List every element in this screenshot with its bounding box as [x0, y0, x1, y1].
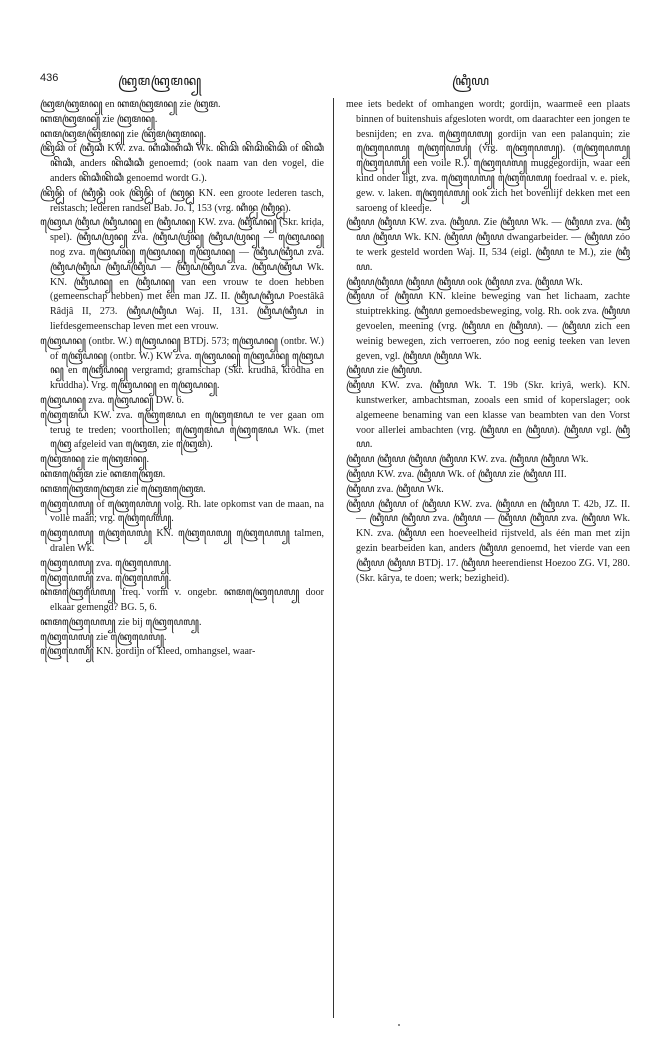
- dictionary-entry: ꦏꦩꦏꦿꦺꦥꦺꦭ꧀ freq. vorm v. ongebr. ꦏꦩꦏꦿꦺꦥꦺꦭ꧀ door elkaar gemengd? BG. 5, 6.: [40, 587, 324, 614]
- dictionary-entry: ꦏꦿꦶꦪ ꦏꦿꦶꦪ KW. zva. ꦏꦿꦶꦪ. Zie ꦏꦿꦶꦪ Wk. — ꦏꦿꦶꦪ zva. ꦏꦿꦶꦪ ꦏꦿꦶꦪ Wk. KN. ꦏꦿꦶꦪ ꦏꦿꦶꦪ dwangarbeider. — ꦏꦿꦶꦪ zóo te werk gesteld worden Waj. II, 534 (eigl. ꦏꦿꦶꦪ te M.), zie ꦏꦿꦶꦪ.: [346, 217, 630, 273]
- dictionary-entry: ꦏꦿꦶꦪ of ꦏꦿꦶꦪ KN. kleine beweging van het lichaam, zachte stuiptrekking. ꦏꦿꦶꦪ gemoedsbeweging, volg. Rh. ook zva. ꦏꦿꦶꦪ gevoelen, meening (vrg. ꦏꦿꦶꦪ en ꦏꦿꦶꦪ). — ꦏꦿꦶꦪ zich een weinig bewegen, zich verroeren, zóo nog eenig teeken van leven geven, vgl. ꦏꦿꦶꦪ ꦏꦿꦶꦪ Wk.: [346, 291, 630, 362]
- dictionary-entry: ꦏꦿꦩꦏꦿꦩꦤ꧀ en ꦏꦩꦏꦿꦩꦤ꧀ zie ꦏꦿꦩ.: [40, 99, 221, 110]
- dictionary-entry: ꦏꦿꦶꦪ zie ꦏꦿꦶꦪ.: [346, 365, 423, 377]
- dictionary-entry: ꦏꦿꦺꦩꦺꦝ KW. zva. ꦏꦿꦺꦩꦺꦝ en ꦏꦿꦺꦩꦺꦝ te ver gaan om terug te treden; voorthollen; ꦏꦿꦺꦩꦺꦝ ꦏꦿꦺꦩꦺꦝ Wk. (met ꦏꦿꦺ afgeleid van ꦏꦿꦺꦩ, zie ꦏꦿꦺꦩ).: [40, 409, 324, 451]
- dictionary-entry: mee iets bedekt of omhangen wordt; gordijn, waarmeê een plaats binnen of buitenshuis afgesloten wordt, om daarachter een jongen te besnijden; en zva. ꦏꦿꦺꦥꦺꦭ꧀ gordijn van een palanquin; zie ꦏꦿꦺꦥꦺꦭ꧀ ꦏꦿꦺꦥꦺꦭ꧀ (vrg. ꦏꦿꦺꦥꦺꦭ꧀). (ꦏꦿꦺꦥꦺꦭ꧀ ꦏꦿꦺꦥꦺꦭ꧀ een voile R.). ꦏꦿꦺꦥꦺꦭ꧀ muggegordijn, waar een kind onder ligt, zva. ꦏꦿꦺꦥꦺꦭ꧀ ꦏꦿꦺꦥꦺꦭ꧀ foedraal v. e. piek, gew. v. laken. ꦏꦿꦺꦥꦺꦭ꧀ ook zich het bovenlijf dekken met een saroeng of kleedje.: [346, 99, 630, 214]
- dictionary-entry: ꦏꦿꦼꦤ꧀ꦝꦼ of ꦏꦿꦶꦤ꧀ꦝꦶ ook ꦏꦿꦼꦤ꧀ꦝꦼ of ꦏꦿꦤ꧀ꦝ KN. een groote lederen tasch, reistasch; lederen randsel Bab. Jo. I, 153 (vrg. ꦏꦶꦤ꧀ꦝ ꦏꦿꦶꦤ꧀ꦝ).: [40, 187, 324, 214]
- dictionary-entry: ꦏꦿꦶꦪ ꦏꦿꦶꦪ of ꦏꦿꦶꦪ KW. zva. ꦏꦿꦶꦪ en ꦏꦿꦶꦪ T. 42b, JZ. II. — ꦏꦿꦶꦪ ꦏꦿꦶꦪ zva. ꦏꦿꦶꦪ — ꦏꦿꦶꦪ ꦏꦿꦶꦪ zva. ꦏꦿꦶꦪ Wk. KN. zva. ꦏꦿꦶꦪ een hoeveelheid rijstveld, als één man met zijn gezin bearbeiden kan, anders ꦏꦿꦶꦪ genoemd, het vierde van een ꦏꦿꦶꦪ ꦏꦿꦶꦪ BTDj. 17. ꦏꦿꦶꦪ heerendienst Hoezoo ZG. VI, 280. (Skr. kârya, te doen; werk; bezigheid).: [346, 498, 630, 584]
- dictionary-entry: ꦏꦩꦏꦿꦺꦩ zie ꦏꦩꦏꦿꦺꦩ.: [40, 468, 166, 480]
- page-number: 436: [40, 72, 59, 84]
- dictionary-entry: ꦏꦿꦶꦪꦏꦿꦶꦪ ꦏꦿꦶꦪ ꦏꦿꦶꦪ ook ꦏꦿꦶꦪ zva. ꦏꦿꦶꦪ Wk.: [346, 276, 583, 288]
- dictionary-entry: ꦏꦿꦶꦪ ꦏꦿꦶꦪ ꦏꦿꦶꦪ ꦏꦿꦶꦪ KW. zva. ꦏꦿꦶꦪ ꦏꦿꦶꦪ Wk.: [346, 454, 589, 466]
- dictionary-entry: ꦏꦩꦏꦿꦺꦥꦺꦭ꧀ zie bij ꦏꦿꦺꦥꦺꦭ꧀.: [40, 616, 202, 628]
- dictionary-entry: ꦏꦿꦶꦪ zva. ꦏꦿꦶꦪ Wk.: [346, 483, 444, 495]
- running-key: ꦏꦿꦶꦪ: [452, 73, 490, 88]
- running-title: ꦏꦿꦩꦏꦿꦩꦤ꧀: [118, 73, 202, 88]
- dictionary-entry: ꦏꦿꦺꦥꦺꦭ꧀ zva. ꦏꦿꦺꦥꦺꦭ꧀.: [40, 572, 172, 584]
- dictionary-entry: ꦏꦿꦺꦥꦺꦭ꧀ ꦏꦿꦺꦥꦺꦭ꧀ KN. ꦏꦿꦺꦥꦺꦭ꧀ ꦏꦿꦺꦥꦺꦭ꧀ talmen, dralen Wk.: [40, 528, 324, 554]
- dictionary-entry: ꦏꦿꦺꦝꦤ꧀ zva. ꦏꦿꦺꦝꦤ꧀ DW. 6.: [40, 394, 184, 406]
- dictionary-entry: ꦏꦿꦺꦥꦺꦭ꧀ KN. gordijn of kleed, omhangsel, waar-: [40, 646, 256, 658]
- page-header: [32, 70, 618, 92]
- dictionary-entry: ꦏꦿꦺꦩꦤ꧀ zie ꦏꦿꦺꦩꦤ꧀.: [40, 454, 149, 466]
- dictionary-entry: ꦏꦿꦺꦥꦺꦭ꧀ zva. ꦏꦿꦺꦥꦺꦭ꧀.: [40, 557, 172, 569]
- dictionary-entry: ꦏꦩꦏꦿꦺꦩꦏꦿꦺꦩ zie ꦏꦿꦺꦩꦏꦿꦺꦩ.: [40, 483, 206, 495]
- dictionary-entry: ꦏꦿꦶꦪ KW. zva. ꦏꦿꦶꦪ Wk. of ꦏꦿꦶꦪ zie ꦏꦿꦶꦪ III.: [346, 468, 567, 480]
- dictionary-entry: ꦏꦿꦺꦥꦺꦭ꧀ zie ꦏꦿꦺꦥꦺꦭ꧀.: [40, 631, 167, 643]
- stray-mark: [398, 1024, 400, 1026]
- right-column: [346, 98, 630, 586]
- dictionary-entry: ꦏꦿꦼꦕꦼ of ꦏꦿꦶꦕꦶ KW. zva. ꦏꦶꦕꦶꦏꦶꦕꦶ Wk. ꦏꦼꦕꦼ ꦏꦼꦕꦼꦏꦼꦕꦼ of ꦏꦼꦕꦶꦏꦼꦕꦶ, anders ꦏꦼꦕꦶꦕꦶ genoemd; (ook naam van den vogel, die anders ꦏꦼꦕꦶꦏꦼꦕꦶ genoemd wordt G.).: [40, 143, 324, 184]
- dictionary-entry: ꦏꦩꦏꦿꦩꦤ꧀ zie ꦏꦿꦩꦤ꧀.: [40, 113, 158, 125]
- dictionary-entry: ꦏꦿꦺꦝꦤ꧀ (ontbr. W.) ꦏꦿꦺꦝꦤ꧀ BTDj. 573; ꦏꦿꦺꦝꦤ꧀ (ontbr. W.) of ꦏꦿꦺꦝꦤ꧀ (ontbr. W.) KW zva. ꦏꦿꦺꦝꦤ꧀ ꦏꦿꦺꦝꦤ꧀ ꦏꦿꦺꦝꦤ꧀ en ꦏꦿꦺꦝꦤ꧀ vergramd; gramschap (Skr. krudhâ, krôdha en kruddha). Vrg. ꦏꦿꦺꦝꦤ꧀ en ꦏꦿꦺꦝꦤ꧀.: [40, 335, 324, 392]
- left-column: [40, 98, 324, 660]
- column-divider: [333, 98, 334, 1018]
- dictionary-entry: ꦏꦿꦶꦪ KW. zva. ꦏꦿꦶꦪ Wk. T. 19b (Skr. kriyâ, werk). KN. kunstwerker, ambachtsman, zooals een smid of koperslager; ook algemeene benaming van een klasse van beambten van den Vorst voor allerlei ambachten (vrg. ꦏꦿꦶꦪ en ꦏꦿꦶꦪ). ꦏꦿꦶꦪ vgl. ꦏꦿꦶꦪ.: [346, 380, 630, 451]
- dictionary-entry: ꦏꦿꦺꦝ ꦏꦿꦶꦝ ꦏꦿꦶꦝꦤ꧀ en ꦏꦿꦶꦝꦤ꧀ KW. zva. ꦏꦿꦶꦝꦤ꧀ (Skr. kriḍa, spel). ꦏꦿꦶꦝꦥꦿꦤ꧀ zva. ꦏꦿꦶꦝꦥꦿꦤ꧀ ꦏꦿꦶꦝꦥꦿꦤ꧀ — ꦏꦿꦺꦝꦤ꧀ nog zva. ꦏꦿꦺꦝꦤ꧀ ꦏꦿꦺꦝꦤ꧀ ꦏꦿꦺꦝꦤ꧀ — ꦏꦿꦶꦝꦏꦿꦶꦝ zva. ꦏꦿꦶꦝꦏꦿꦶꦝ ꦏꦿꦶꦝꦏꦿꦶꦝ — ꦏꦿꦶꦝꦏꦿꦶꦝ zva. ꦏꦿꦶꦝꦏꦿꦶꦝ Wk. KN. ꦏꦿꦶꦝꦤ꧀ en ꦏꦿꦶꦝꦤ꧀ van een vrouw te doen hebben (gemeenschap hebben) met een man JZ. II. ꦏꦿꦶꦝꦏꦿꦶꦝ Poestâkâ Râdjâ II, 273. ꦏꦿꦶꦝꦏꦿꦶꦝ Waj. II, 131. ꦏꦿꦶꦝꦏꦿꦶꦝ in liefdesgemeenschap leven met een vrouw.: [40, 217, 324, 332]
- dictionary-entry: ꦏꦩꦏꦿꦩꦏꦿꦩꦤ꧀ zie ꦏꦿꦩꦏꦿꦩꦤ꧀.: [40, 128, 207, 140]
- dictionary-entry: ꦏꦿꦺꦥꦺꦭ꧀ of ꦏꦿꦺꦥꦺꦭ꧀ volg. Rh. late opkomst van de maan, na volle maan; vrg. ꦏꦿꦺꦥꦺꦭ꧀.: [40, 498, 324, 525]
